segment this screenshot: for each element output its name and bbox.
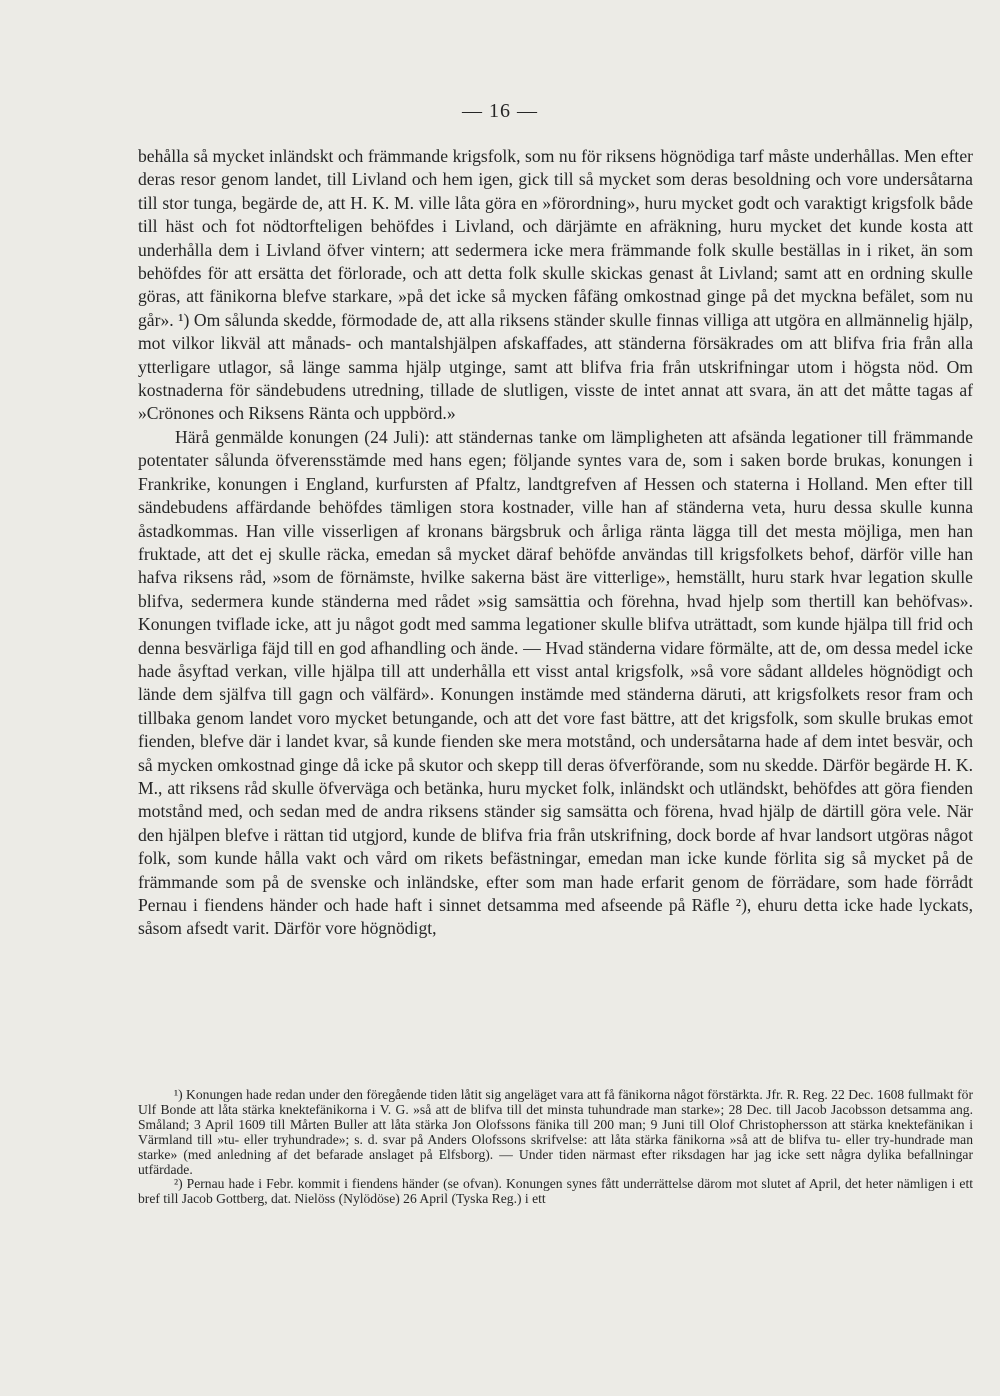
main-text [138, 145, 973, 941]
paragraph: behålla så mycket inländskt och främmande krigsfolk, som nu för riksens högnödiga tarf måste underhållas. Men efter deras resor genom landet, till Livland och hem igen, gick till så mycket som deras besoldning och vore undersåtarna till stor tunga, begärde de, att H. K. M. ville låta göra en »förordning», huru mycket godt och varaktigt krigsfolk både till häst och fot nödtorfteligen behöfdes i Livland, och därjämte en afräkning, huru mycket det kunde kosta att underhålla dem i Livland öfver vintern; att sedermera icke mera främmande folk skulle beställas in i riket, än som behöfdes för att ersätta det förlorade, och att detta folk skulle skickas genast åt Livland; samt att en ordning skulle göras, att fänikorna blefve starkare, »på det icke så mycken fåfäng omkostnad ginge på det myckna befälet, som nu går». ¹) Om sålunda skedde, förmodade de, att alla riksens ständer skulle finnas villiga att utgöra en allmännelig hjälp, mot vilkor likväl att månads- och mantalshjälpen afskaffades, att ständerna försäkrades om att blifva fria från alla ytterligare utlagor, så länge samma hjälp utginge, samt att blifva fria från utskrifningar utom i högsta nöd. Om kostnaderna för sändebudens utredning, tillade de slutligen, visste de intet annat att svara, än att det måtte tagas af »Crönones och Riksens Ränta och uppbörd.» [138, 146, 973, 424]
footnotes [138, 1088, 973, 1207]
footnote: ²) Pernau hade i Febr. kommit i fiendens händer (se ofvan). Konungen synes fått underrättelse därom mot slutet af April, det heter nämligen i ett bref till Jacob Gottberg, dat. Nielöss (Nylödöse) 26 April (Tyska Reg.) i ett [138, 1176, 973, 1207]
page-number: — 16 — [462, 100, 538, 122]
paragraph: Härå genmälde konungen (24 Juli): att ständernas tanke om lämpligheten att afsända legationer till främmande potentater sålunda öfverensstämde med hans egen; följande syntes vara de, som i saken borde brukas, konungen i Frankrike, konungen i England, kurfursten af Pfaltz, landtgrefven af Hessen och staterna i Holland. Men efter till sändebudens affärdande behöfdes tämligen stora kostnader, ville han af ständerna veta, huru dessa skulle kunna åstadkommas. Han ville visserligen af kronans bärgsbruk och årliga ränta lägga till det mesta möjliga, men han fruktade, att det ej skulle räcka, emedan så mycket däraf behöfde användas till krigsfolkets behof, därför ville han hafva riksens råd, »som de förnämste, hvilke sakerna bäst äre vitterlige», hemställt, huru stark hvar legation skulle blifva, sedermera kunde ständerna med rådet »sig samsättia och förehna, hvad hjelp som thertill kan behöfvas». Konungen tviflade icke, att ju något godt med samma legationer skulle blifva uträttadt, som kunde hjälpa till frid och denna besvärliga fäjd till en god afhandling och ände. — Hvad ständerna vidare förmälte, att de, om dessa medel icke hade åsyftad verkan, ville hjälpa till att underhålla ett visst antal krigsfolk, »så vore sådant alldeles högnödigt och lände dem själfva till gagn och välfärd». Konungen instämde med ständerna däruti, att krigsfolkets resor fram och tillbaka genom landet voro mycket betungande, och att det vore fast bättre, att det krigsfolk, som skulle brukas emot fienden, blefve där i landet kvar, så kunde fienden ske mera motstånd, och undersåtarna hade af dem intet besvär, och så mycken omkostnad ginge då icke på skutor och skepp till deras öfverförande, som nu skedde. Därför begärde H. K. M., att riksens råd skulle öfverväga och betänka, huru mycket folk, inländskt och utländskt, behöfdes att göra fienden motstånd med, och sedan med de andra riksens ständer sig samsätta och förena, hvad hjälp de därtill göra vele. När den hjälpen blefve i rättan tid utgjord, kunde de blifva fria från utskrifning, dock borde af hvar landsort utgöras något folk, som kunde hålla vakt och vård om rikets befästningar, emedan man icke kunde förlita sig så mycket på de främmande som på de svenske och inländske, efter som man hade erfarit genom de förrädare, som hade förrådt Pernau i fiendens händer och hade haft i sinnet detsamma med afseende på Räfle ²), ehuru detta icke hade lyckats, såsom afsedt varit. Därför vore högnödigt, [138, 426, 973, 939]
footnote: ¹) Konungen hade redan under den föregående tiden låtit sig angeläget vara att få fänikorna något förstärkta. Jfr. R. Reg. 22 Dec. 1608 fullmakt för Ulf Bonde att låta stärka knektefänikorna i V. G. »så att de blifva till det minsta tuhundrade man starke»; 28 Dec. till Jacob Jacobsson detsamma ang. Småland; 3 April 1609 till Mårten Buller att låta stärka Jon Olofssons fänika till 200 man; 9 Juni till Olof Christophersson att stärka knektefänikan i Värmland till »tu- eller tryhundrade»; s. d. svar på Anders Olofssons skrifvelse: att låta stärka fänikorna »så att de blifva tu- eller try-hundrade man starke» (med anledning af det befarade anslaget på Elfsborg). — Under tiden närmast efter riksdagen har jag icke sett några dylika befallningar utfärdade. [138, 1087, 973, 1177]
